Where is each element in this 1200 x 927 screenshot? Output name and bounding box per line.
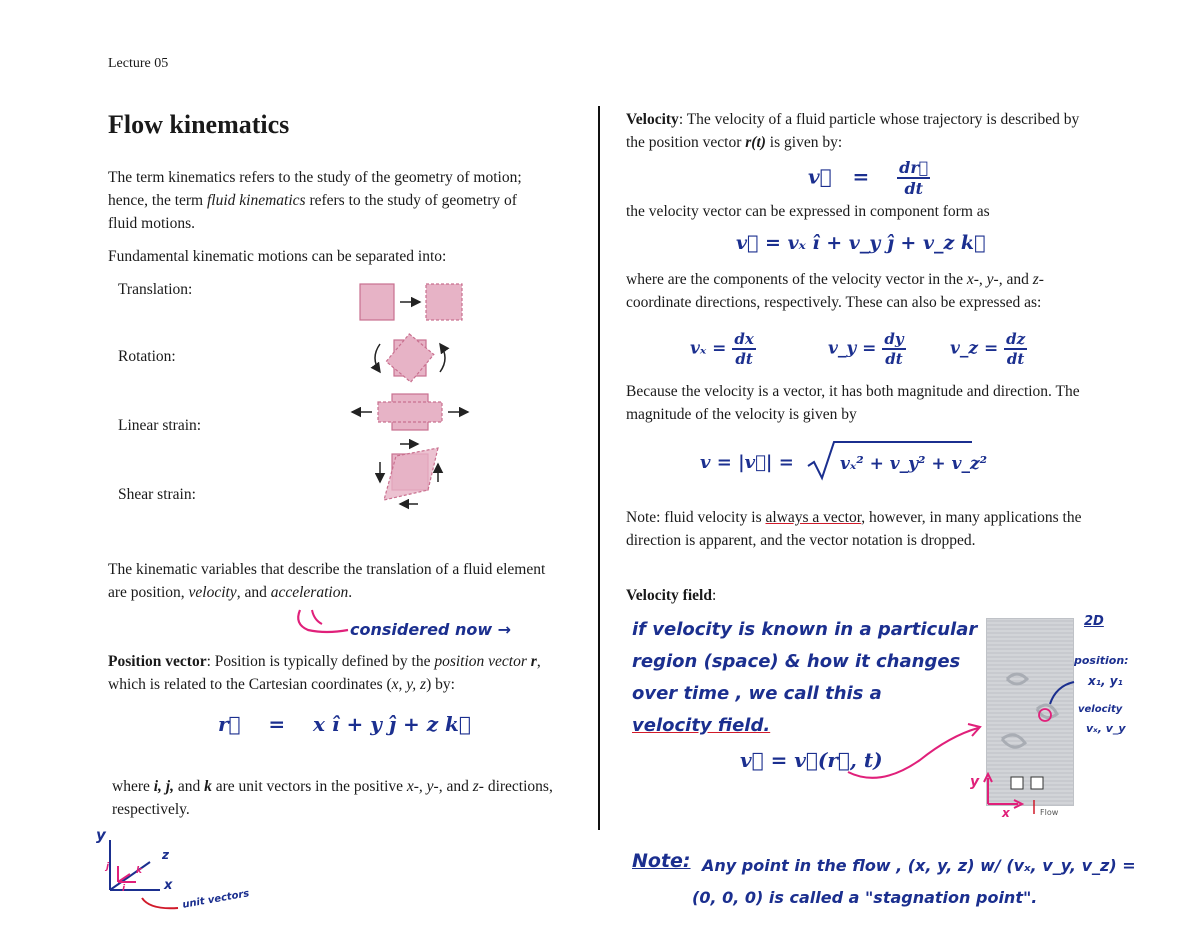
vy-equation: v_y = $\frac{dy}{dt}$ (828, 330, 904, 368)
bottom-note-line2: (0, 0, 0) is called a "stagnation point". (692, 888, 1038, 907)
sketch-j-label: j (106, 862, 110, 872)
motion-rotation-label: Rotation: (118, 348, 176, 365)
figure-y-axis-label: y (970, 774, 980, 790)
rotation-diagram (375, 334, 445, 382)
component-form-text: the velocity vector can be expressed in component form as (626, 203, 990, 220)
velocity-field-handwriting: if velocity is known in a particular region (space) & how it changes over time , we call this a velocity field. (632, 619, 978, 736)
motion-diagrams (340, 278, 480, 510)
shear-strain-diagram (380, 444, 438, 504)
lecture-label: Lecture 05 (108, 56, 169, 71)
sketch-i-label: i (122, 884, 126, 894)
translation-diagram (360, 284, 462, 320)
figure-vxvy-label: vₓ, v_y (1086, 722, 1126, 735)
figure-position-label: position: (1074, 654, 1129, 667)
motion-linear-strain-label: Linear strain: (118, 417, 202, 434)
position-vector-paragraph: Position vector: Position is typically defined by the position vector r, which is related to the Cartesian coordinates (x, y, z) by: (108, 653, 541, 693)
intro-paragraph: The term kinematics refers to the study of the geometry of motion; hence, the term fluid kinematics refers to the study of geometry of fluid motions. (108, 169, 522, 232)
page-title: Flow kinematics (108, 110, 290, 139)
figure-flow-label: Flow (1040, 808, 1059, 817)
figure-2d-label: 2D (1084, 614, 1104, 629)
sketch-unit-vectors-label: unit vectors (181, 888, 251, 911)
pointer-arrow (840, 716, 990, 786)
figure-x-axis-label: x (1002, 806, 1010, 820)
components-paragraph: where are the components of the velocity vector in the x-, y-, and z- coordinate directions, respectively. These can also be expressed as: (626, 271, 1044, 311)
sketch-x-label: x (164, 878, 173, 893)
sketch-y-label: y (96, 826, 106, 844)
linear-strain-diagram (352, 394, 468, 430)
kinematic-variables-text: The kinematic variables that describe the translation of a fluid element are position, velocity, and acceleration. (108, 561, 546, 601)
bottom-note-line1: Any point in the flow , (x, y, z) w/ (vₓ, v_y, v_z) = (702, 856, 1136, 875)
motion-shear-strain-label: Shear strain: (118, 486, 196, 503)
velocity-definition-equation: v⃗ = $\frac{dr⃗}{dt}$ (808, 158, 929, 198)
motion-translation-label: Translation: (118, 281, 193, 298)
magnitude-equation-lhs: v = |v⃗| = (700, 452, 794, 473)
position-equation: r⃗ = x î + y ĵ + z k⃗ (218, 712, 471, 736)
annotation-hook (292, 606, 352, 640)
velocity-paragraph: Velocity: The velocity of a fluid particle whose trajectory is described by the position vector r(t) is given by: (626, 111, 1080, 151)
figure-velocity-label: velocity (1078, 704, 1123, 715)
bottom-note-label: Note: (632, 850, 691, 872)
column-divider (598, 106, 600, 830)
velocity-field-heading: Velocity field: (626, 587, 717, 604)
figure-pointer (1036, 676, 1076, 716)
vx-equation: vₓ = $\frac{dx}{dt}$ (690, 330, 754, 368)
figure-axes (978, 770, 1048, 818)
unit-vectors-text: where i, j, and k are unit vectors in the positive x-, y-, and z- directions, respectively. (112, 778, 553, 818)
magnitude-equation-rhs: vₓ² + v_y² + v_z² (840, 454, 988, 474)
annotation-considered-now: considered now → (350, 620, 512, 639)
sketch-k-label: k (136, 866, 142, 876)
magnitude-paragraph: Because the velocity is a vector, it has both magnitude and direction. The magnitude of the velocity is given by (626, 383, 1080, 423)
velocity-field-equation: v⃗ = v⃗(r⃗, t) (740, 748, 883, 772)
figure-xy-label: x₁, y₁ (1088, 674, 1123, 688)
note-paragraph: Note: fluid velocity is always a vector, however, in many applications the direction is apparent, and the vector notation is dropped. (626, 509, 1082, 549)
velocity-component-equation: v⃗ = vₓ î + v_y ĵ + v_z k⃗ (736, 232, 986, 254)
sketch-z-label: z (162, 848, 169, 862)
vz-equation: v_z = $\frac{dz}{dt}$ (950, 330, 1026, 368)
fundamental-text: Fundamental kinematic motions can be separated into: (108, 248, 447, 265)
